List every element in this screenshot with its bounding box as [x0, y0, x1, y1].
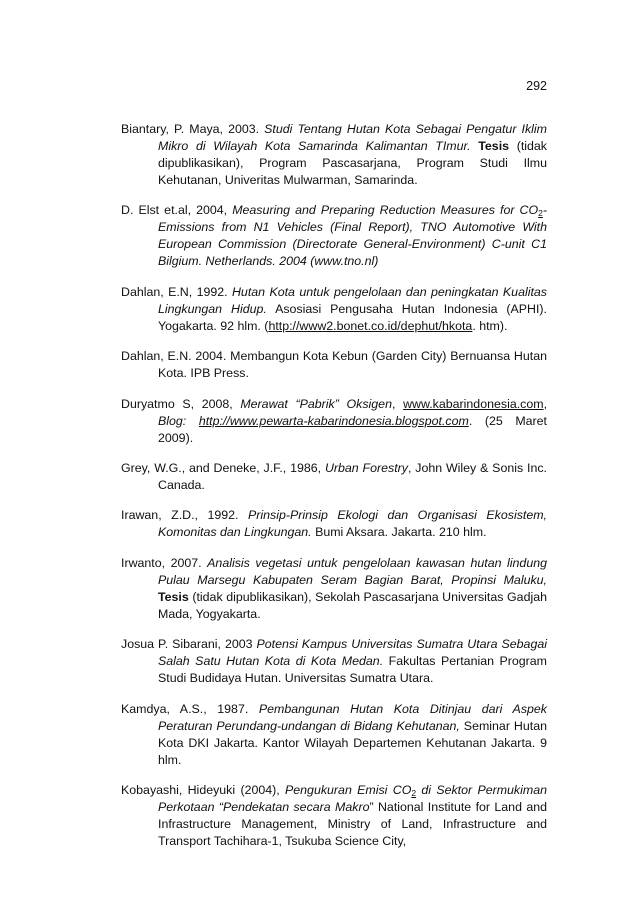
reference-text: Duryatmo S, 2008, — [121, 396, 241, 411]
reference-text: ” National Institute for Land and Infrastructure Management, Ministry of Land, Infrastructure and Transport Tachihara-1, Tsukuba Science City, — [158, 799, 548, 848]
reference-elst — [121, 202, 547, 270]
reference-text: Seminar Hutan Kota DKI Jakarta. Kantor Wilayah Departemen Kehutanan Jakarta. 9 hlm. — [158, 718, 547, 767]
reference-text: Blog: — [158, 413, 199, 428]
reference-josua — [121, 636, 547, 687]
reference-text: Bumi Aksara. Jakarta. 210 hlm. — [311, 525, 487, 540]
reference-text: http://www2.bonet.co.id/dephut/hkota — [268, 318, 473, 333]
reference-text: Pengukuran Emisi CO — [285, 782, 412, 797]
reference-text: Kobayashi, Hideyuki (2004), — [121, 782, 286, 797]
reference-text: , John Wiley & Sonis Inc. Canada. — [158, 460, 547, 492]
reference-text: Dahlan, E.N, 1992. — [121, 284, 232, 299]
reference-text: Asosiasi Pengusaha Hutan Indonesia (APHI). Yogakarta. 92 hlm. ( — [158, 301, 548, 333]
reference-dahlan-2004 — [121, 348, 547, 382]
reference-text: di Sektor Permukiman Perkotaan “Pendekatan secara Makro — [158, 782, 547, 814]
reference-text: Prinsip-Prinsip Ekologi dan Organisasi Ekosistem, Komonitas dan Lingkungan. — [158, 508, 548, 540]
reference-text: Irawan, Z.D., 1992. — [121, 508, 248, 523]
page-number: 292 — [526, 79, 547, 93]
reference-text: Biantary, P. Maya, 2003. — [121, 122, 265, 136]
reference-text: Pembangunan Hutan Kota Ditinjau dari Aspek Peraturan Perundang-undangan di Bidang Kehutanan, — [158, 701, 547, 733]
reference-kobayashi — [121, 782, 547, 850]
reference-text: , — [543, 396, 548, 411]
reference-text: Urban Forestry — [324, 460, 408, 475]
reference-text: . (25 Maret 2009). — [158, 413, 547, 445]
reference-text: 2 — [538, 208, 543, 219]
reference-text: 2 — [411, 787, 417, 798]
reference-duryatmo — [121, 396, 547, 447]
reference-text: (tidak dipublikasikan), Sekolah Pascasarjana Universitas Gadjah Mada, Yogyakarta. — [158, 589, 547, 621]
reference-text: Studi Tentang Hutan Kota Sebagai Pengatur Iklim Mikro di Wilayah Kota Samarinda Kalimantan TImur. — [158, 122, 547, 153]
reference-list — [121, 121, 547, 863]
reference-text: Potensi Kampus Universitas Sumatra Utara Sebagai Salah Satu Hutan Kota di Kota Medan. — [158, 637, 547, 669]
reference-kamdya — [121, 701, 547, 769]
reference-text: http://www.pewarta-kabarindonesia.blogspot.com — [198, 413, 469, 428]
reference-text: Kamdya, A.S., 1987. — [121, 701, 259, 716]
reference-irawan — [121, 507, 547, 541]
reference-grey — [121, 460, 547, 494]
reference-text: -Emissions from N1 Vehicles (Final Report), TNO Automotive With European Commission (Directorate General-Environment) C-unit C1 Bilgium. Netherlands. 2004 (www.tno.nl) — [158, 203, 547, 269]
reference-text: Grey, W.G., and Deneke, J.F., 1986, — [121, 460, 325, 475]
reference-text: Hutan Kota untuk pengelolaan dan peningkatan Kualitas Lingkungan Hidup. — [158, 284, 547, 316]
reference-text: Merawat “Pabrik” Oksigen — [240, 396, 392, 411]
reference-text: Tesis — [478, 139, 510, 153]
reference-text: . htm). — [472, 318, 508, 333]
reference-text: www.kabarindonesia.com — [403, 396, 544, 411]
reference-irwanto — [121, 555, 547, 623]
reference-text: , — [391, 396, 404, 411]
reference-text: Dahlan, E.N. 2004. Membangun Kota Kebun (Garden City) Bernuansa Hutan Kota. IPB Press. — [121, 349, 547, 381]
reference-text: Analisis vegetasi untuk pengelolaan kawasan hutan lindung Pulau Marsegu Kabupaten Seram Bagian Barat, Propinsi Maluku, — [158, 555, 547, 587]
reference-text: Measuring and Preparing Reduction Measures for CO — [232, 203, 539, 218]
reference-text: Tesis — [158, 589, 189, 604]
reference-text: Josua P. Sibarani, 2003 — [121, 637, 257, 652]
reference-dahlan-1992 — [121, 284, 547, 335]
reference-biantary — [121, 121, 547, 189]
reference-text: (tidak dipublikasikan), Program Pascasarjana, Program Studi Ilmu Kehutanan, Univeritas Mulwarman, Samarinda. — [158, 139, 547, 187]
reference-text: D. Elst et.al, 2004, — [121, 203, 233, 218]
reference-text: Irwanto, 2007. — [121, 555, 208, 570]
reference-text: Fakultas Pertanian Program Studi Budidaya Hutan. Universitas Sumatra Utara. — [158, 654, 547, 686]
